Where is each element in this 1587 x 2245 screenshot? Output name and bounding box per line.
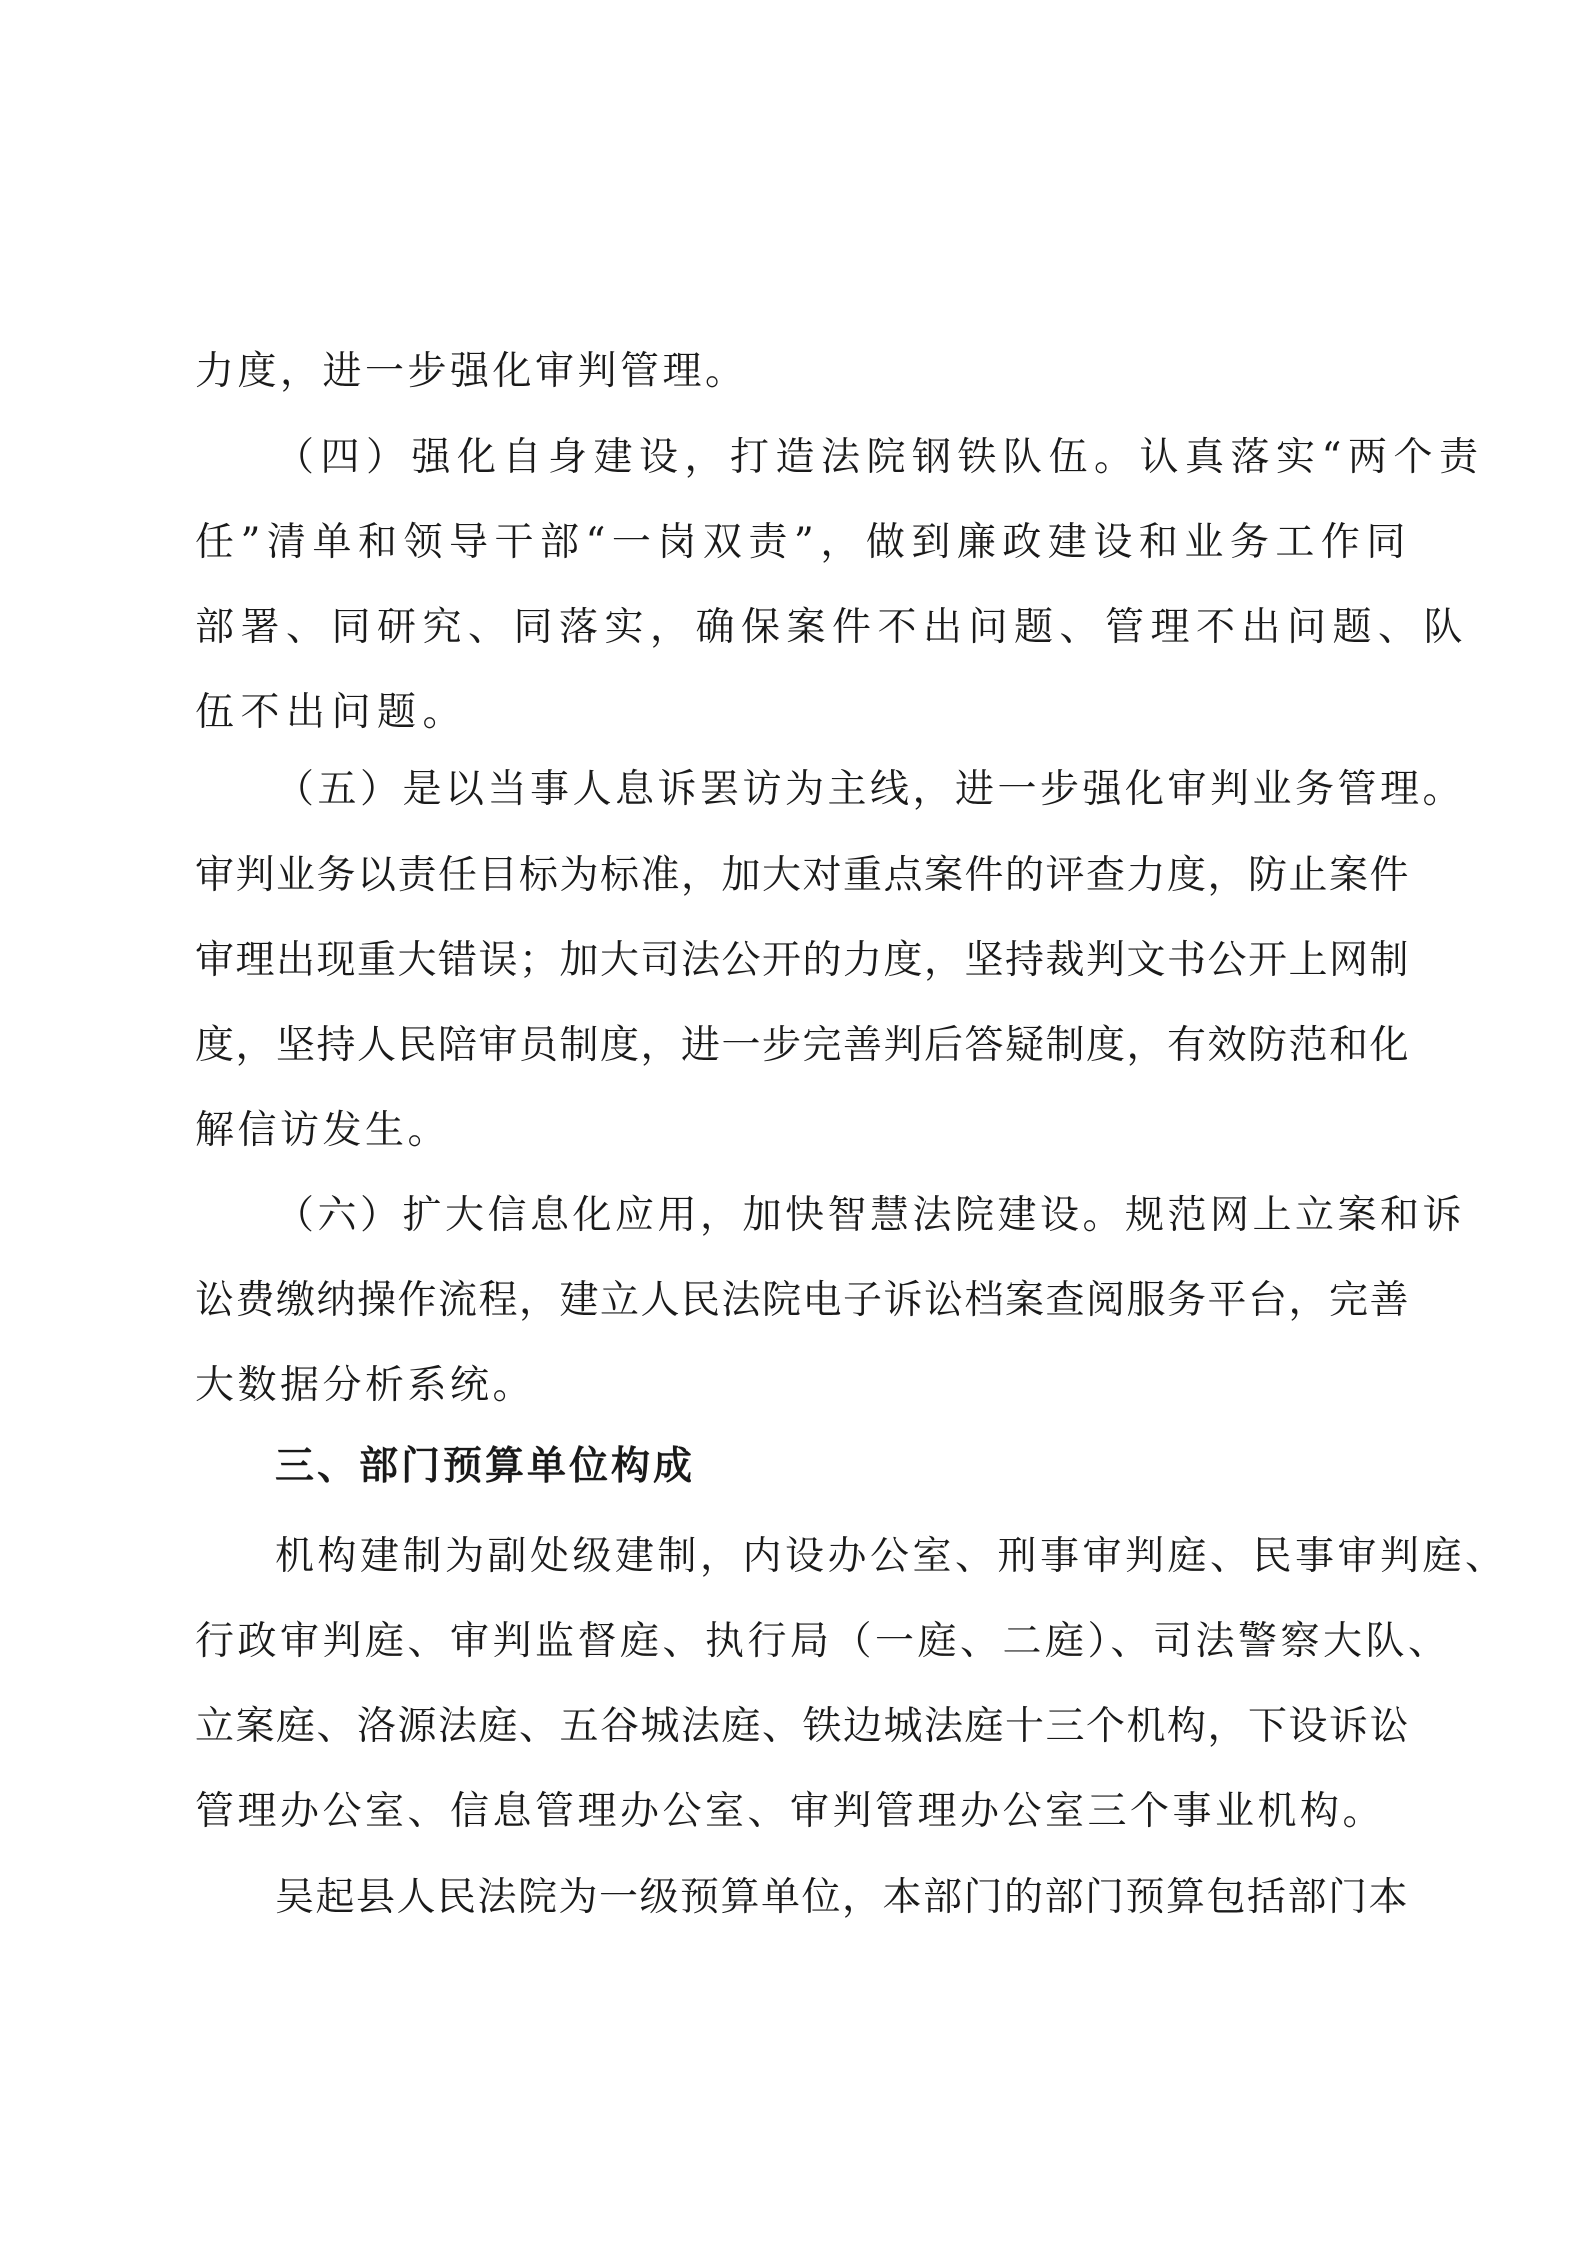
paragraph-6-line-2: 讼费缴纳操作流程，建立人民法院电子诉讼档案查阅服务平台，完善 xyxy=(195,1278,1411,1323)
paragraph-5-line-5: 解信访发生。 xyxy=(195,1108,451,1153)
paragraph-6-line-3: 大数据分析系统。 xyxy=(195,1363,536,1408)
paragraph-4-line-4: 伍不出问题。 xyxy=(195,690,469,735)
paragraph-5-line-3: 审理出现重大错误；加大司法公开的力度，坚持裁判文书公开上网制 xyxy=(195,938,1411,983)
paragraph-4-line-1: （四）强化自身建设，打造法院钢铁队伍。认真落实“两个责 xyxy=(275,435,1485,480)
paragraph-7-line-2: 行政审判庭、审判监督庭、执行局（一庭、二庭）、司法警察大队、 xyxy=(195,1619,1451,1664)
paragraph-4-line-2: 任”清单和领导干部“一岗双责”，做到廉政建设和业务工作同 xyxy=(195,520,1412,565)
paragraph-5-line-1: （五）是以当事人息诉罢访为主线，进一步强化审判业务管理。 xyxy=(275,767,1466,812)
paragraph-7-line-3: 立案庭、洛源法庭、五谷城法庭、铁边城法庭十三个机构，下设诉讼 xyxy=(195,1704,1411,1749)
paragraph-8-line-1: 吴起县人民法院为一级预算单位，本部门的部门预算包括部门本 xyxy=(275,1875,1410,1920)
paragraph-7-line-4: 管理办公室、信息管理办公室、审判管理办公室三个事业机构。 xyxy=(195,1789,1386,1834)
paragraph-6-line-1: （六）扩大信息化应用，加快智慧法院建设。规范网上立案和诉 xyxy=(275,1193,1466,1238)
paragraph-4-line-3: 部署、同研究、同落实，确保案件不出问题、管理不出问题、队 xyxy=(195,605,1470,650)
section-heading: 三、部门预算单位构成 xyxy=(275,1444,696,1489)
paragraph-3-line-end: 力度，进一步强化审判管理。 xyxy=(195,349,748,394)
paragraph-5-line-2: 审判业务以责任目标为标准，加大对重点案件的评查力度，防止案件 xyxy=(195,853,1411,898)
paragraph-7-line-1: 机构建制为副处级建制，内设办公室、刑事审判庭、民事审判庭、 xyxy=(275,1534,1508,1579)
paragraph-5-line-4: 度，坚持人民陪审员制度，进一步完善判后答疑制度，有效防范和化 xyxy=(195,1023,1411,1068)
